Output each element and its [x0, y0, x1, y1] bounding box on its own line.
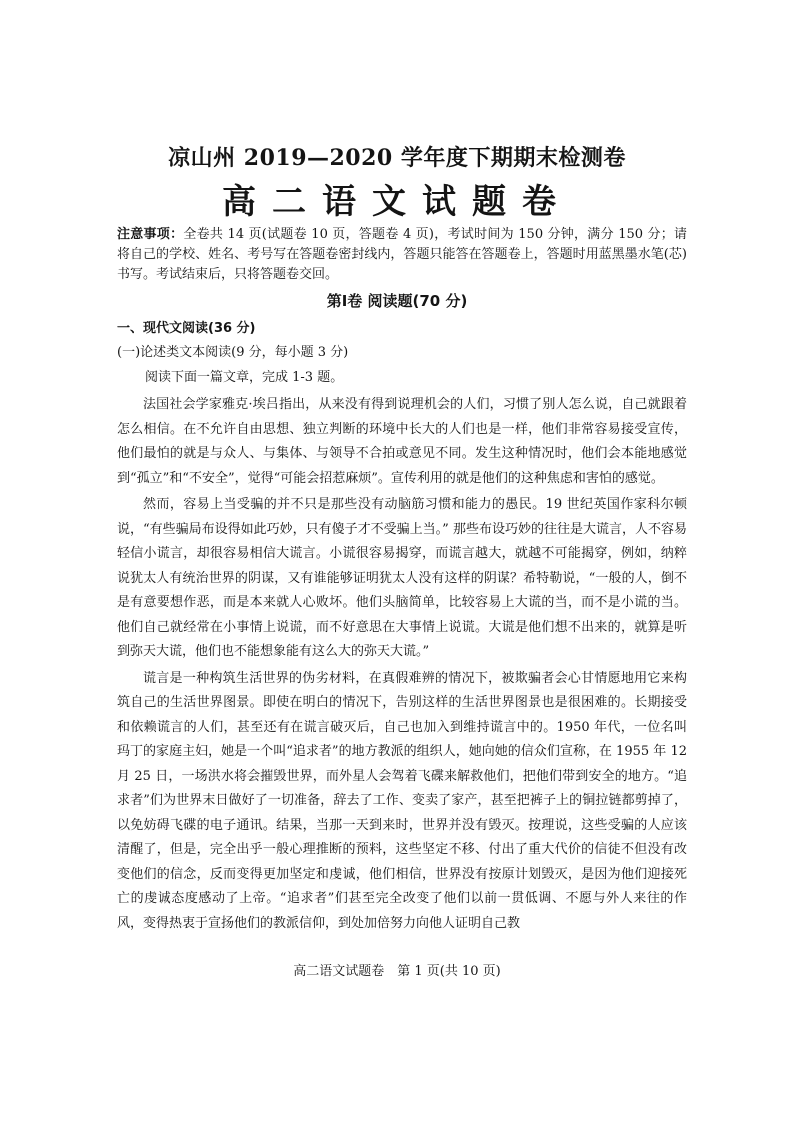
part-title: 一、现代文阅读(36 分) — [117, 321, 256, 336]
sub-section-title: (一)论述类文本阅读(9 分，每小题 3 分) — [117, 345, 349, 360]
article-body — [117, 393, 687, 938]
article-paragraph-3: 谎言是一种构筑生活世界的伪劣材料，在真假难辨的情况下，被欺骗者会心甘情愿地用它来构筑自己的生活世界图景。即使在明白的情况下，告别这样的生活世界图景也是很困难的。长期接受和依赖谎言的人们，甚至还有在谎言破灭后，自己也加入到维持谎言中的。1950 年代，一位名叫玛丁的家庭主妇，她是一个叫“追求者”的地方教派的组织人，她向她的信众们宣称，在 1955 年 12 月 25 日，一场洪水将会摧毁世界，而外星人会驾着飞碟来解救他们，把他们带到安全的地方。“追求者”们为世界末日做好了一切准备，辞去了工作、变卖了家产，甚至把裤子上的铜拉链都剪掉了，以免妨碍飞碟的电子通讯。结果，当那一天到来时，世界并没有毁灭。按理说，这些受骗的人应该清醒了，但是，完全出乎一般心理推断的预料，这些坚定不移、付出了重大代价的信徒不但没有改变他们的信念，反而变得更加坚定和虔诚，他们相信，世界没有按原计划毁灭，是因为他们迎接死亡的虔诚态度感动了上帝。“追求者”们甚至完全改变了他们以前一贯低调、不愿与外人来往的作风，变得热衷于宣扬他们的教派信仰，到处加倍努力向他人证明自己教 — [117, 670, 687, 931]
page-footer: 高二语文试题卷 第 1 页(共 10 页) — [293, 964, 501, 979]
article-paragraph-1: 法国社会学家雅克·埃吕指出，从来没有得到说理机会的人们，习惯了别人怎么说，自己就跟着怎么相信。在不允许自由思想、独立判断的环境中长大的人们也是一样，他们非常容易接受宣传，他们最怕的就是与众人、与集体、与领导不合拍或意见不同。发生这种情况时，他们会本能地感觉到“孤立”和“不安全”，觉得“可能会招惹麻烦”。宣传利用的就是他们的这种焦虑和害怕的感觉。 — [117, 397, 687, 486]
notice-text: 全卷共 14 页(试题卷 10 页，答题卷 4 页)，考试时间为 150 分钟，满分 150 分；请将自己的学校、姓名、考号写在答题卷密封线内，答题只能答在答题卷上，答题时用蓝黑墨水笔(芯)书写。考试结束后，只将答题卷交回。 — [117, 227, 687, 282]
article-paragraph-2: 然而，容易上当受骗的并不只是那些没有动脑筋习惯和能力的愚民。19 世纪英国作家科尔顿说，“有些骗局布设得如此巧妙，只有傻子才不受骗上当。” 那些布设巧妙的往往是大谎言，人不容易轻信小谎言，却很容易相信大谎言。小谎很容易揭穿，而谎言越大，就越不可能揭穿，例如，纳粹说犹太人有统治世界的阴谋，又有谁能够证明犹太人没有这样的阴谋？希特勒说，“一般的人，倒不是有意要想作恶，而是本来就人心败坏。他们头脑简单，比较容易上大谎的当，而不是小谎的当。他们自己就经常在小事情上说谎，而不好意思在大事情上说谎。大谎是他们想不出来的，就算是听到弥天大谎，他们也不能想象能有这么大的弥天大谎。” — [117, 497, 687, 659]
subject-title: 高二语文试题卷 — [222, 182, 572, 222]
reading-instruction: 阅读下面一篇文章，完成 1-3 题。 — [145, 370, 344, 385]
notice-label: 注意事项： — [117, 227, 184, 242]
exam-title: 凉山州 2019—2020 学年度下期期末检测卷 — [168, 145, 626, 171]
notice-block — [117, 225, 687, 285]
section-title: 第Ⅰ卷 阅读题(70 分) — [326, 292, 468, 310]
